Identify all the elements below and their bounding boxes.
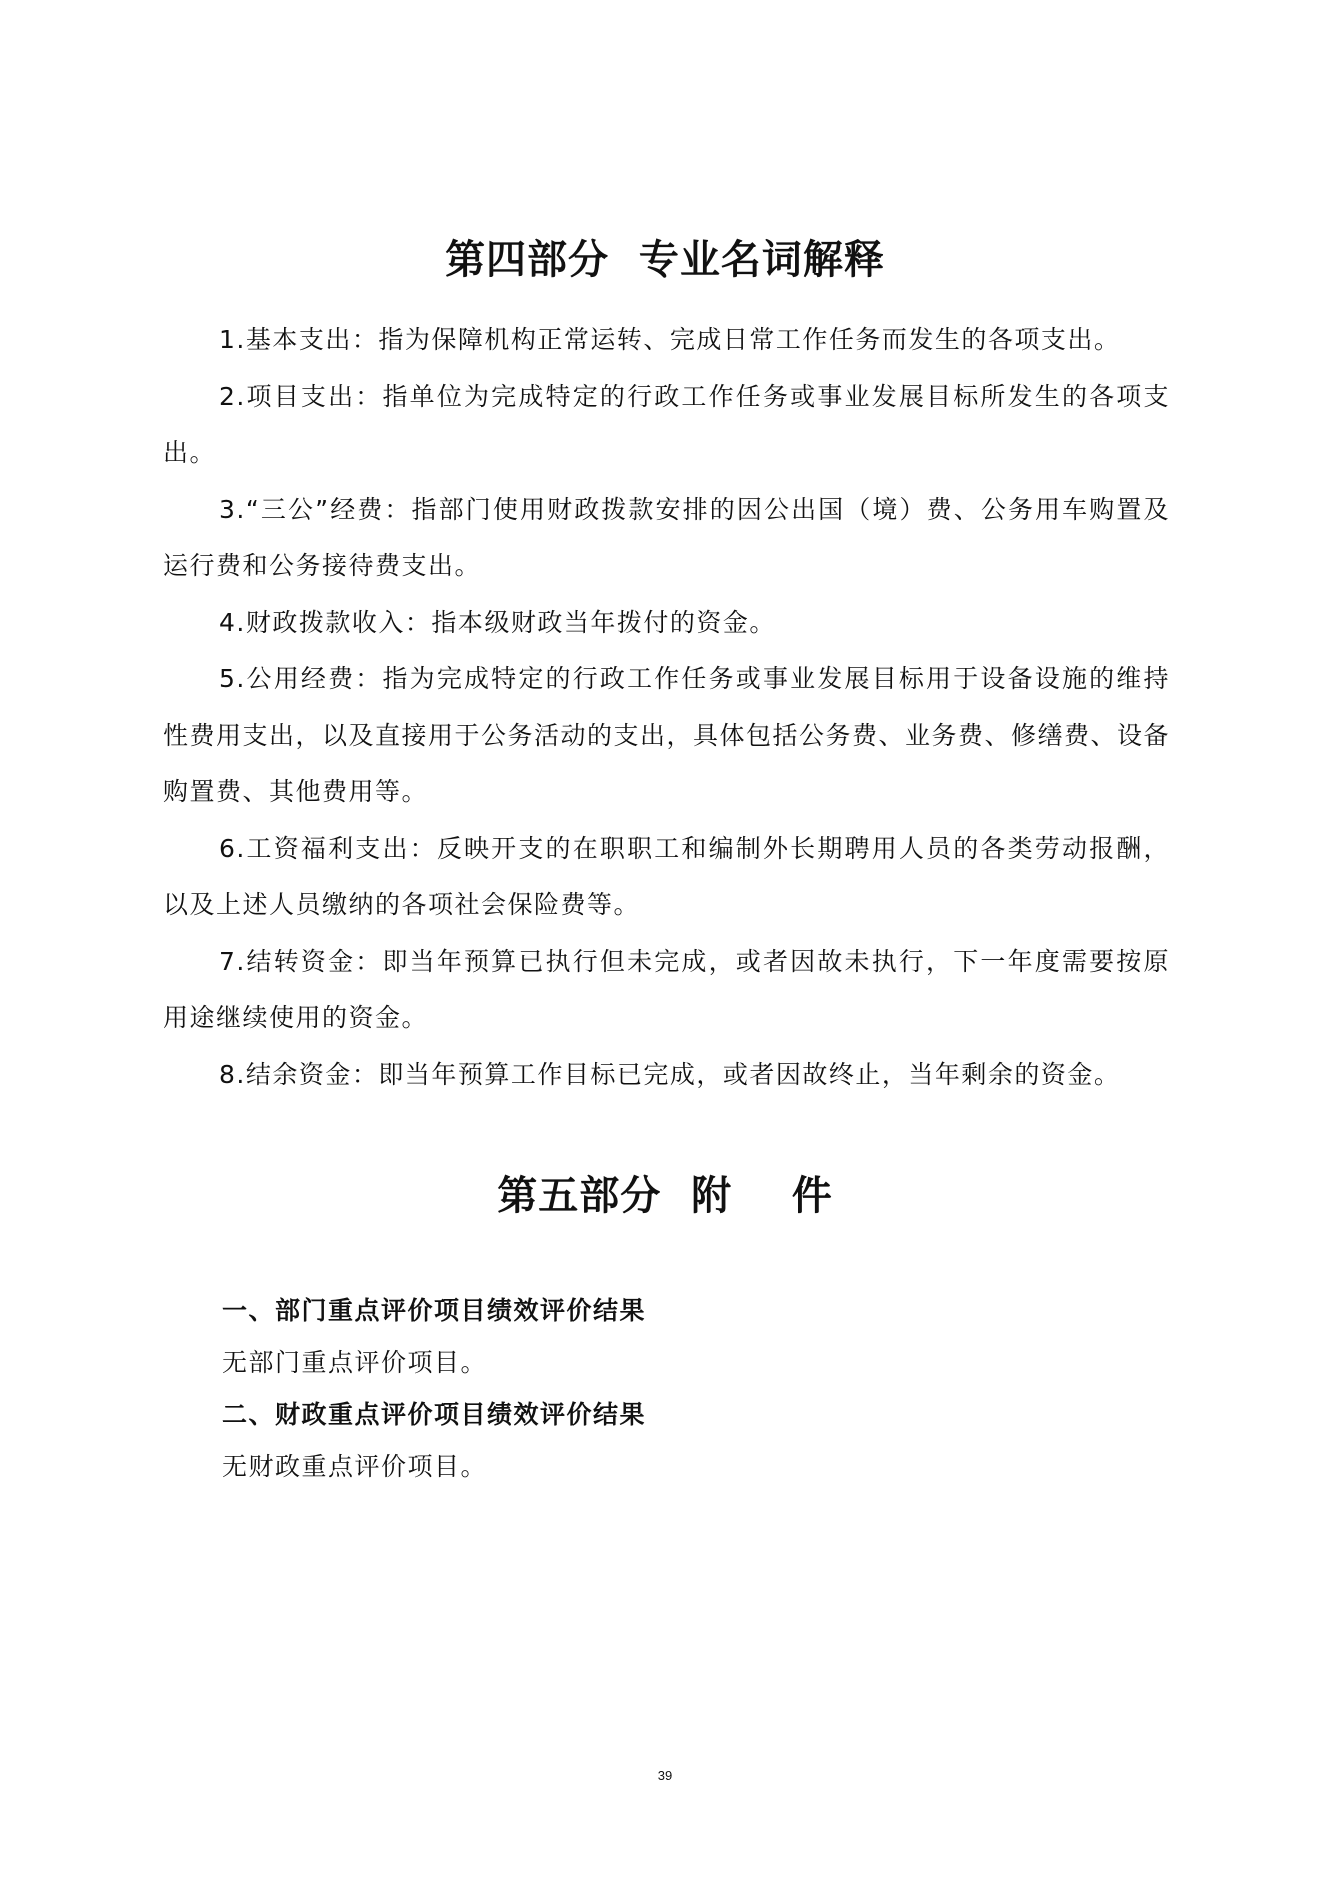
term-definition xyxy=(163,821,1170,934)
term-definition-text: 指为完成特定的行政工作任务或事业发展目标用于设备设施的维持性费用支出，以及直接用于公务活动的支出，具体包括公务费、业务费、修缮费、设备购置费、其他费用等。 xyxy=(163,664,1171,806)
term-definition xyxy=(163,595,1170,652)
appendix-heading: 一、部门重点评价项目绩效评价结果 xyxy=(222,1296,647,1325)
appendix-text: 无财政重点评价项目。 xyxy=(222,1452,488,1481)
term-definition xyxy=(163,312,1170,369)
term-name: “三公”经费： xyxy=(245,494,412,524)
term-definition-text: 即当年预算已执行但未完成，或者因故未执行，下一年度需要按原用途继续使用的资金。 xyxy=(163,946,1170,1032)
term-number: 4. xyxy=(219,607,246,637)
term-definition-text: 指本级财政当年拨付的资金。 xyxy=(431,607,776,637)
term-number: 3. xyxy=(219,494,246,524)
term-definition xyxy=(163,934,1170,1047)
term-definition-text: 指为保障机构正常运转、完成日常工作任务而发生的各项支出。 xyxy=(378,325,1121,354)
term-number: 5. xyxy=(219,664,246,693)
term-name: 结转资金： xyxy=(245,946,383,976)
term-name: 基本支出： xyxy=(245,325,379,354)
term-number: 6. xyxy=(219,833,246,863)
term-definition-text: 指单位为完成特定的行政工作任务或事业发展目标所发生的各项支出。 xyxy=(163,381,1170,467)
term-number: 2. xyxy=(219,381,246,411)
term-number: 8. xyxy=(219,1059,246,1089)
term-name: 财政拨款收入： xyxy=(245,607,432,637)
term-definition-text: 反映开支的在职职工和编制外长期聘用人员的各类劳动报酬，以及上述人员缴纳的各项社会保险费等。 xyxy=(163,833,1170,919)
section-4-title: 第四部分 专业名词解释 xyxy=(445,237,885,283)
term-definition xyxy=(163,651,1170,821)
term-definition xyxy=(163,369,1170,482)
term-name: 工资福利支出： xyxy=(245,833,437,863)
appendix-heading: 二、财政重点评价项目绩效评价结果 xyxy=(222,1400,647,1429)
term-definition xyxy=(163,482,1170,595)
term-definition-text: 即当年预算工作目标已完成，或者因故终止，当年剩余的资金。 xyxy=(378,1059,1121,1089)
term-definitions-list xyxy=(163,312,1170,1103)
term-number: 7. xyxy=(219,946,246,976)
term-name: 项目支出： xyxy=(245,381,383,411)
page-number: 39 xyxy=(657,1768,673,1783)
appendix-text: 无部门重点评价项目。 xyxy=(222,1348,488,1377)
term-name: 公用经费： xyxy=(245,664,383,693)
appendix-list xyxy=(222,1285,1162,1493)
term-name: 结余资金： xyxy=(245,1059,379,1089)
section-5-title: 第五部分 附 件 xyxy=(497,1173,833,1219)
term-definition-text: 指部门使用财政拨款安排的因公出国（境）费、公务用车购置及运行费和公务接待费支出。 xyxy=(163,494,1170,580)
term-number: 1. xyxy=(219,325,246,354)
term-definition xyxy=(163,1047,1170,1104)
